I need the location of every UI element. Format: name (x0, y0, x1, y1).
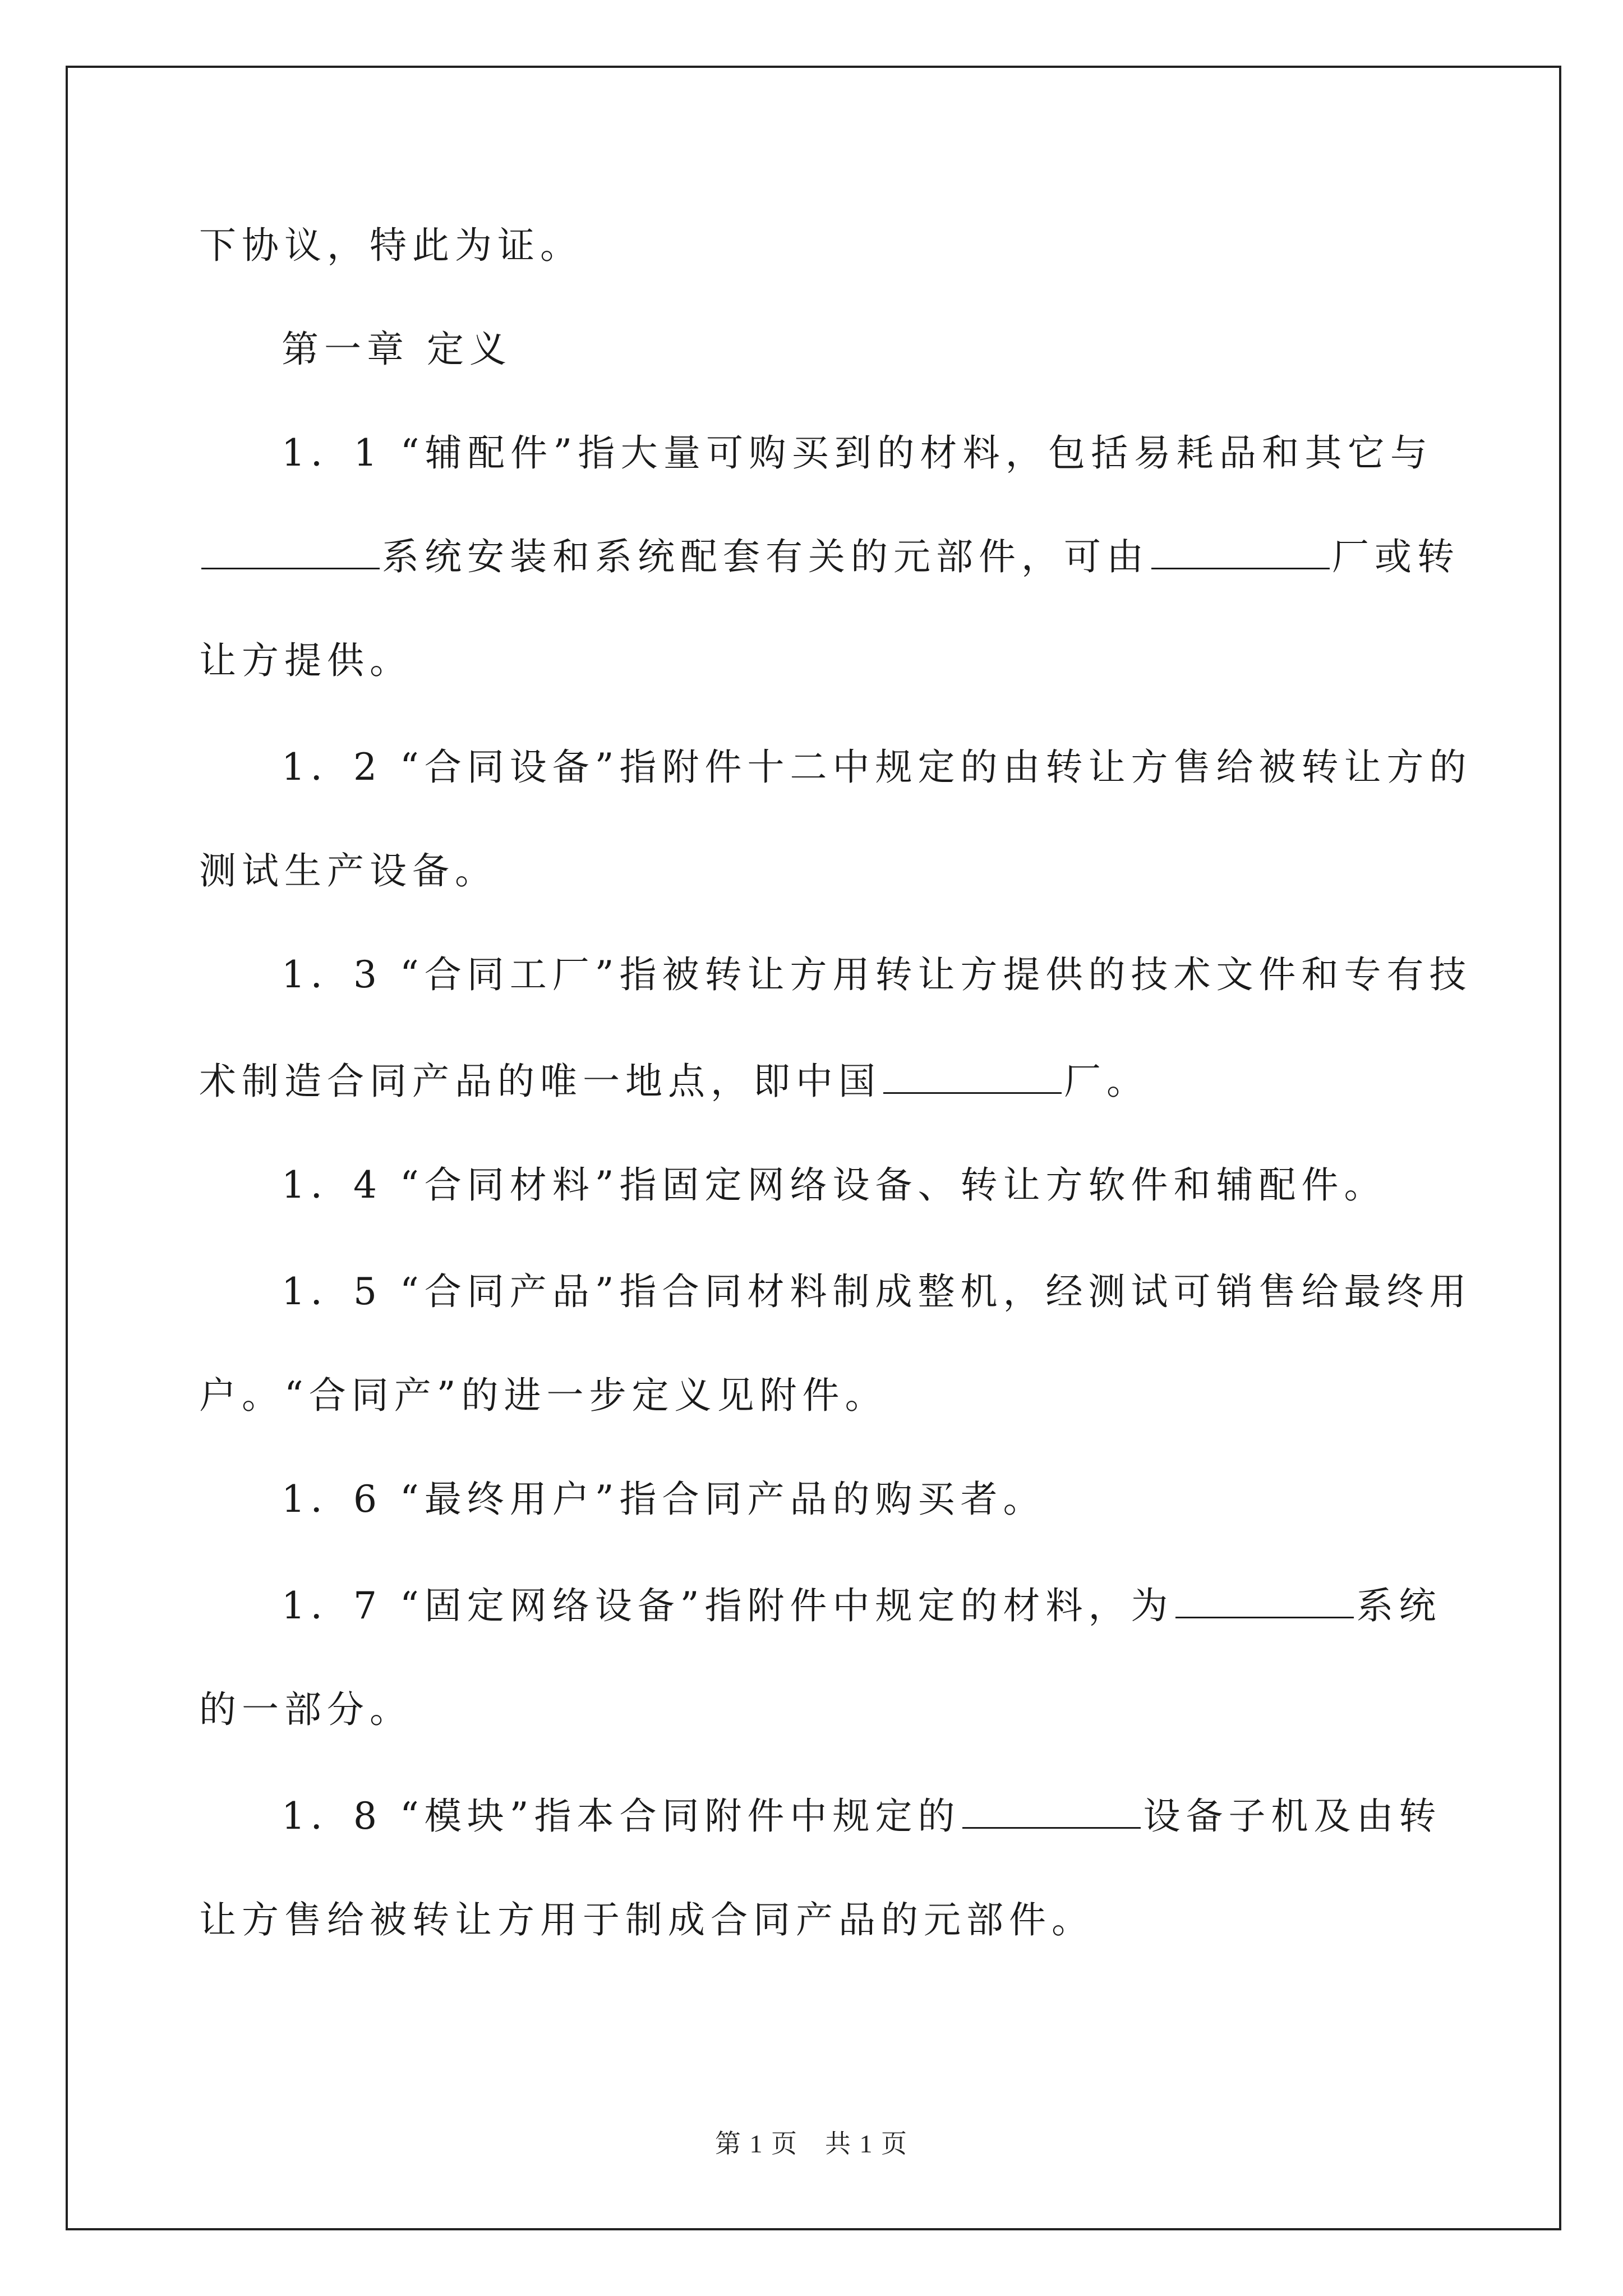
clause-1-7-line-1 (282, 1579, 1441, 1633)
clause-1-6: 1．6 “最终用户”指合同产品的购买者。 (282, 1478, 1046, 1521)
clause-1-3-line-2 (199, 1055, 1149, 1108)
clause-1-8-line-2: 让方售给被转让方用于制成合同产品的元部件。 (199, 1898, 1094, 1941)
clause-1-5-line-2: 户。“合同产”的进一步定义见附件。 (199, 1374, 888, 1417)
clause-text: 系统安装和系统配套有关的元部件，可由 (382, 535, 1149, 578)
clause-text: 系统 (1356, 1584, 1442, 1627)
clause-text: 术制造合同产品的唯一地点，即中国 (199, 1060, 881, 1103)
clause-text: 厂。 (1064, 1060, 1149, 1103)
fill-blank[interactable] (201, 531, 380, 569)
clause-1-4: 1．4 “合同材料”指固定网络设备、转让方软件和辅配件。 (282, 1163, 1387, 1207)
fill-blank[interactable] (962, 1790, 1141, 1829)
page-number: 第 1 页 (715, 2129, 798, 2158)
clause-1-3-line-1: 1．3 “合同工厂”指被转让方用转让方提供的技术文件和专有技 (282, 953, 1472, 996)
clause-1-1-line-3: 让方提供。 (199, 639, 412, 682)
clause-1-5-line-1: 1．5 “合同产品”指合同材料制成整机，经测试可销售给最终用 (282, 1270, 1472, 1313)
fill-blank[interactable] (1175, 1580, 1354, 1618)
clause-1-2-line-2: 测试生产设备。 (199, 849, 497, 892)
clause-1-7-line-2: 的一部分。 (199, 1688, 412, 1731)
chapter-heading: 第一章 定义 (282, 328, 512, 371)
page-total: 共 1 页 (825, 2129, 908, 2158)
fill-blank[interactable] (1151, 531, 1330, 569)
clause-1-1-line-1: 1．1 “辅配件”指大量可购买到的材料，包括易耗品和其它与 (282, 431, 1433, 475)
clause-text: 1．8 “模块”指本合同附件中规定的 (282, 1795, 961, 1838)
clause-text: 设备子机及由转 (1143, 1795, 1442, 1838)
clause-1-2-line-1: 1．2 “合同设备”指附件十二中规定的由转让方售给被转让方的 (282, 746, 1472, 789)
paragraph-intro-end: 下协议，特此为证。 (199, 224, 583, 267)
clause-text: 1．7 “固定网络设备”指附件中规定的材料，为 (282, 1584, 1174, 1627)
fill-blank[interactable] (883, 1055, 1062, 1094)
page-footer (0, 2123, 1623, 2160)
clause-1-1-line-2 (199, 530, 1460, 584)
clause-1-8-line-1 (282, 1789, 1441, 1843)
clause-text: 厂或转 (1332, 535, 1460, 578)
